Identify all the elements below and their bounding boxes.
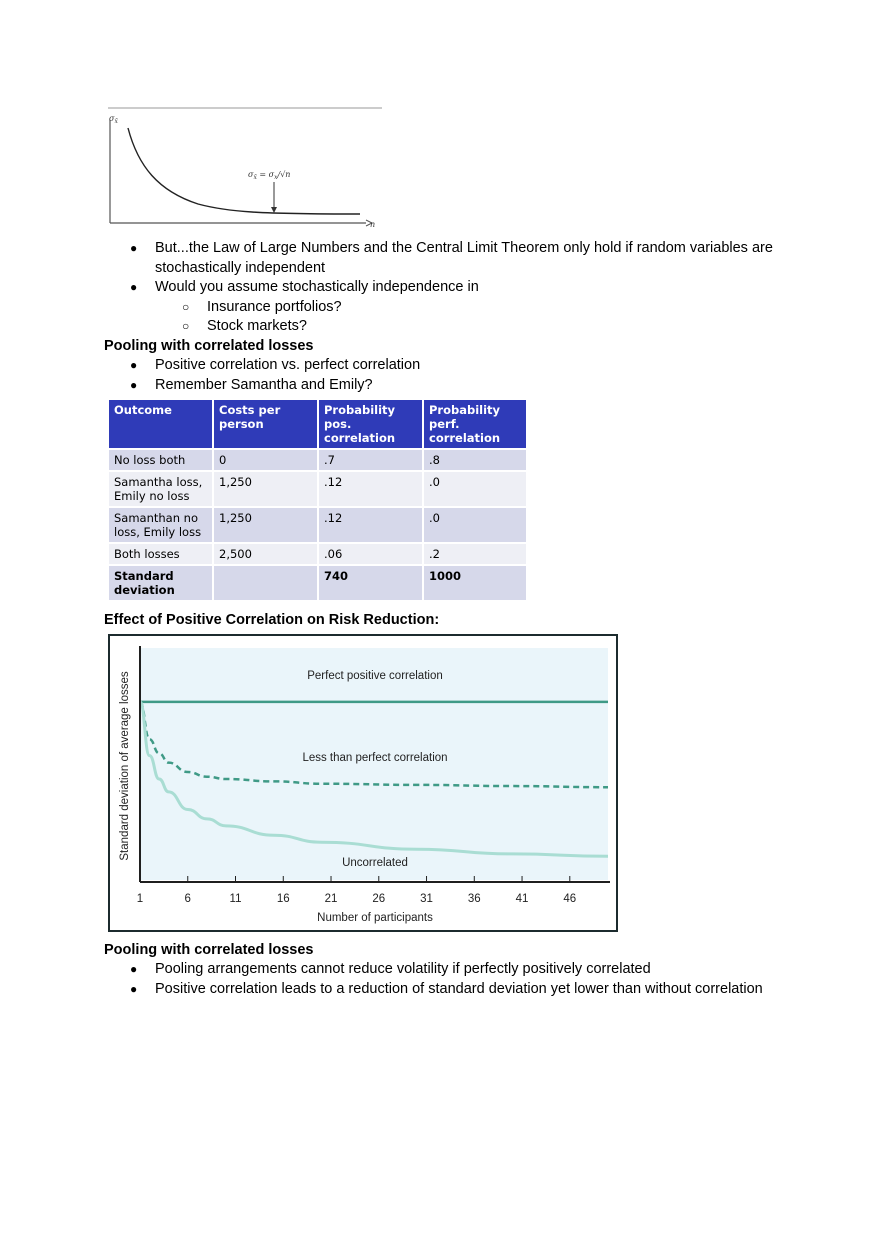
x-axis-title: Number of participants <box>317 912 433 924</box>
cell-outcome: No loss both <box>109 449 213 471</box>
series-label-partial: Less than perfect correlation <box>302 752 448 764</box>
table-row <box>109 449 527 471</box>
correlation-chart <box>110 636 616 930</box>
sigma-decay-figure <box>108 106 384 232</box>
cell-prob-pos: .12 <box>318 471 423 507</box>
volatility-bullet: Pooling arrangements cannot reduce volatility if perfectly positively correlated <box>155 961 651 977</box>
sub-bullet-insurance: Insurance portfolios? <box>207 299 342 315</box>
correlation-chart-frame <box>108 634 618 932</box>
cell-prob-pos: .12 <box>318 507 423 543</box>
table-row-std-dev <box>109 565 527 600</box>
section-heading-correlated-losses-2: Pooling with correlated losses <box>104 942 314 958</box>
table-row <box>109 543 527 565</box>
series-label-perfect: Perfect positive correlation <box>307 670 443 682</box>
cell-cost <box>213 565 318 600</box>
cell-cost: 0 <box>213 449 318 471</box>
x-tick-label: 6 <box>184 893 191 905</box>
table-header-row <box>109 400 527 449</box>
cell-outcome: Samanthan no loss, Emily loss <box>109 507 213 543</box>
bullet-marker: ● <box>130 962 138 976</box>
cell-cost: 2,500 <box>213 543 318 565</box>
cell-prob-perf: .8 <box>423 449 527 471</box>
x-tick-label: 41 <box>515 893 529 905</box>
x-tick-label: 16 <box>276 893 290 905</box>
sigma-decay-curve <box>128 128 360 214</box>
header-prob-pos: Probability pos. correlation <box>318 400 423 449</box>
correlation-bullet: Positive correlation vs. perfect correlation <box>155 357 421 373</box>
section-heading-correlated-losses: Pooling with correlated losses <box>104 338 314 354</box>
correlation-outcome-table <box>109 400 528 600</box>
sub-bullet-marker: ○ <box>182 300 190 314</box>
cell-prob-pos: 740 <box>318 565 423 600</box>
bullet-marker: ● <box>130 358 138 372</box>
tick-layer <box>137 876 576 905</box>
y-axis-title: Standard deviation of average losses <box>119 671 131 861</box>
cell-cost: 1,250 <box>213 507 318 543</box>
table-row <box>109 471 527 507</box>
cell-prob-perf: .0 <box>423 507 527 543</box>
sigma-y-axis-label: $\sigma_{x̄}$ <box>109 114 118 125</box>
x-tick-label: 46 <box>563 893 577 905</box>
cell-prob-perf: .0 <box>423 471 527 507</box>
header-costs: Costs per person <box>213 400 318 449</box>
x-tick-label: 36 <box>467 893 481 905</box>
bullet-marker: ● <box>130 280 138 294</box>
cell-prob-pos: .06 <box>318 543 423 565</box>
x-tick-label: 11 <box>229 893 242 905</box>
bullet-marker: ● <box>130 241 138 255</box>
sigma-formula-arrowhead <box>271 207 277 213</box>
header-prob-perf: Probability perf. correlation <box>423 400 527 449</box>
lln-clt-bullet-text-cont: stochastically independent <box>155 260 326 276</box>
cell-prob-perf: 1000 <box>423 565 527 600</box>
x-tick-label: 21 <box>324 893 338 905</box>
lln-clt-bullet-text: But...the Law of Large Numbers and the Central Limit Theorem only hold if random variables are <box>155 240 773 256</box>
x-tick-label: 1 <box>136 893 144 905</box>
x-tick-label: 26 <box>372 893 386 905</box>
sub-bullet-marker: ○ <box>182 319 190 333</box>
sigma-formula: $\sigma_{x̄} = \sigma_x/√n$ <box>248 170 291 181</box>
table-row <box>109 507 527 543</box>
series-label-uncorrelated: Uncorrelated <box>342 857 408 869</box>
cell-outcome: Both losses <box>109 543 213 565</box>
header-outcome: Outcome <box>109 400 213 449</box>
std-dev-reduction-bullet: Positive correlation leads to a reduction of standard deviation yet lower than without correlation <box>155 981 763 997</box>
effect-heading: Effect of Positive Correlation on Risk Reduction: <box>104 612 440 628</box>
x-tick-label: 31 <box>420 893 433 905</box>
bullet-marker: ● <box>130 378 138 392</box>
cell-prob-perf: .2 <box>423 543 527 565</box>
sub-bullet-stock: Stock markets? <box>207 318 307 334</box>
cell-cost: 1,250 <box>213 471 318 507</box>
bullet-marker: ● <box>130 982 138 996</box>
samantha-emily-bullet: Remember Samantha and Emily? <box>155 377 373 393</box>
cell-outcome: Standard deviation <box>109 565 213 600</box>
independence-question: Would you assume stochastically independence in <box>155 279 479 295</box>
sigma-x-axis-label: n <box>370 220 376 229</box>
cell-outcome: Samantha loss, Emily no loss <box>109 471 213 507</box>
cell-prob-pos: .7 <box>318 449 423 471</box>
